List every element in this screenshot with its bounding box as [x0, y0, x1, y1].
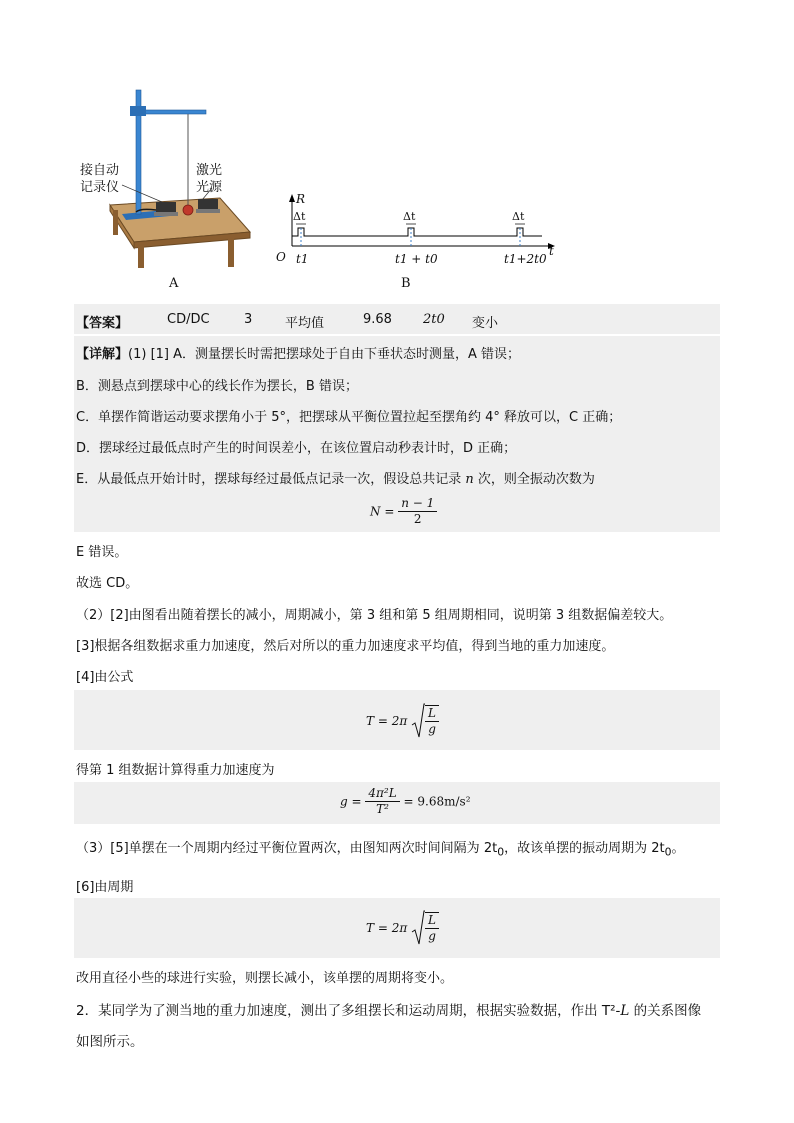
origin-label: O [276, 250, 286, 264]
caption-b: B [401, 276, 411, 291]
axis-r-label: R [296, 192, 306, 206]
problem2-line-2: 如图所示。 [76, 1034, 144, 1050]
detail-line-13: [6]由周期 [76, 880, 134, 895]
tick-label-1: t1 [296, 252, 309, 266]
answer-row [76, 312, 716, 330]
delta-label-3: Δt [512, 210, 525, 223]
caption-a: A [169, 276, 179, 291]
figure-a [70, 80, 280, 295]
answer-2: 3 [244, 312, 253, 327]
answer-label: 【答案】 [76, 316, 129, 331]
delta-label-1: Δt [293, 210, 306, 223]
axis-t-label: t [549, 244, 554, 258]
problem2-line-1: 2．某同学为了测当地的重力加速度，测出了多组摆长和运动周期，根据实验数据，作出 T²-L 的关系图像 [76, 1003, 702, 1019]
figure-b [270, 190, 570, 300]
formula-n: N = $\frac{n - 1}{2}$ [370, 496, 437, 527]
answer-3: 平均值 [285, 316, 325, 331]
tick-label-2: t1 + t0 [395, 252, 438, 266]
detail-line-7: 故选 CD。 [76, 576, 139, 591]
detail-line-14: 改用直径小些的球进行实验，则摆长减小，该单摆的周期将变小。 [76, 971, 454, 986]
detail-line-6: E 错误。 [76, 545, 128, 560]
formula-g: g = $\frac{\text{4π²L}}{\text{T²}}$ = 9.68m/s² [340, 786, 471, 816]
detail-line-5: E．从最低点开始计时，摆球每经过最低点记录一次，假设总共记录 n 次，则全振动次数为 [76, 472, 595, 487]
answer-5: 2t0 [423, 312, 445, 327]
detail-line-4: D．摆球经过最低点时产生的时间误差小，在该位置启动秒表计时，D 正确； [76, 441, 517, 456]
label-recorder: 接自动 记录仪 [80, 163, 120, 195]
detail-line-12: （3）[5]单摆在一个周期内经过平衡位置两次，由图知两次时间间隔为 $2t_0$，故该单摆的振动周期为 $2t_0$。 [76, 841, 685, 859]
detail-line-9: [3]根据各组数据求重力加速度，然后对所以的重力加速度求平均值，得到当地的重力加速度。 [76, 639, 615, 654]
detail-line-2: B．测悬点到摆球中心的线长作为摆长，B 错误； [76, 379, 358, 394]
detail-line-11: 得第 1 组数据计算得重力加速度为 [76, 763, 275, 778]
answer-1: CD/DC [167, 312, 210, 327]
delta-label-2: Δt [403, 210, 416, 223]
formula-t-1: T = 2π $\frac{L}{g}$ [366, 703, 439, 739]
tick-label-3: t1+2t0 [504, 252, 547, 266]
detail-line-3: C．单摆作简谐运动要求摆角小于 5°，把摆球从平衡位置拉起至摆角约 4° 释放可以，C 正确； [76, 410, 622, 425]
answer-4: 9.68 [363, 312, 392, 327]
answer-6: 变小 [472, 316, 499, 331]
detail-line-8: （2）[2]由图看出随着摆长的减小，周期减小，第 3 组和第 5 组周期相同，说明第 3 组数据偏差较大。 [76, 608, 673, 623]
label-laser: 激光 光源 [196, 163, 223, 195]
detail-line-10: [4]由公式 [76, 670, 134, 685]
formula-t-2: T = 2π $\frac{L}{g}$ [366, 910, 439, 946]
detail-line-1: 【详解】(1) [1] A．测量摆长时需把摆球处于自由下垂状态时测量，A 错误； [76, 347, 521, 362]
detail-label: 【详解】 [76, 347, 129, 362]
